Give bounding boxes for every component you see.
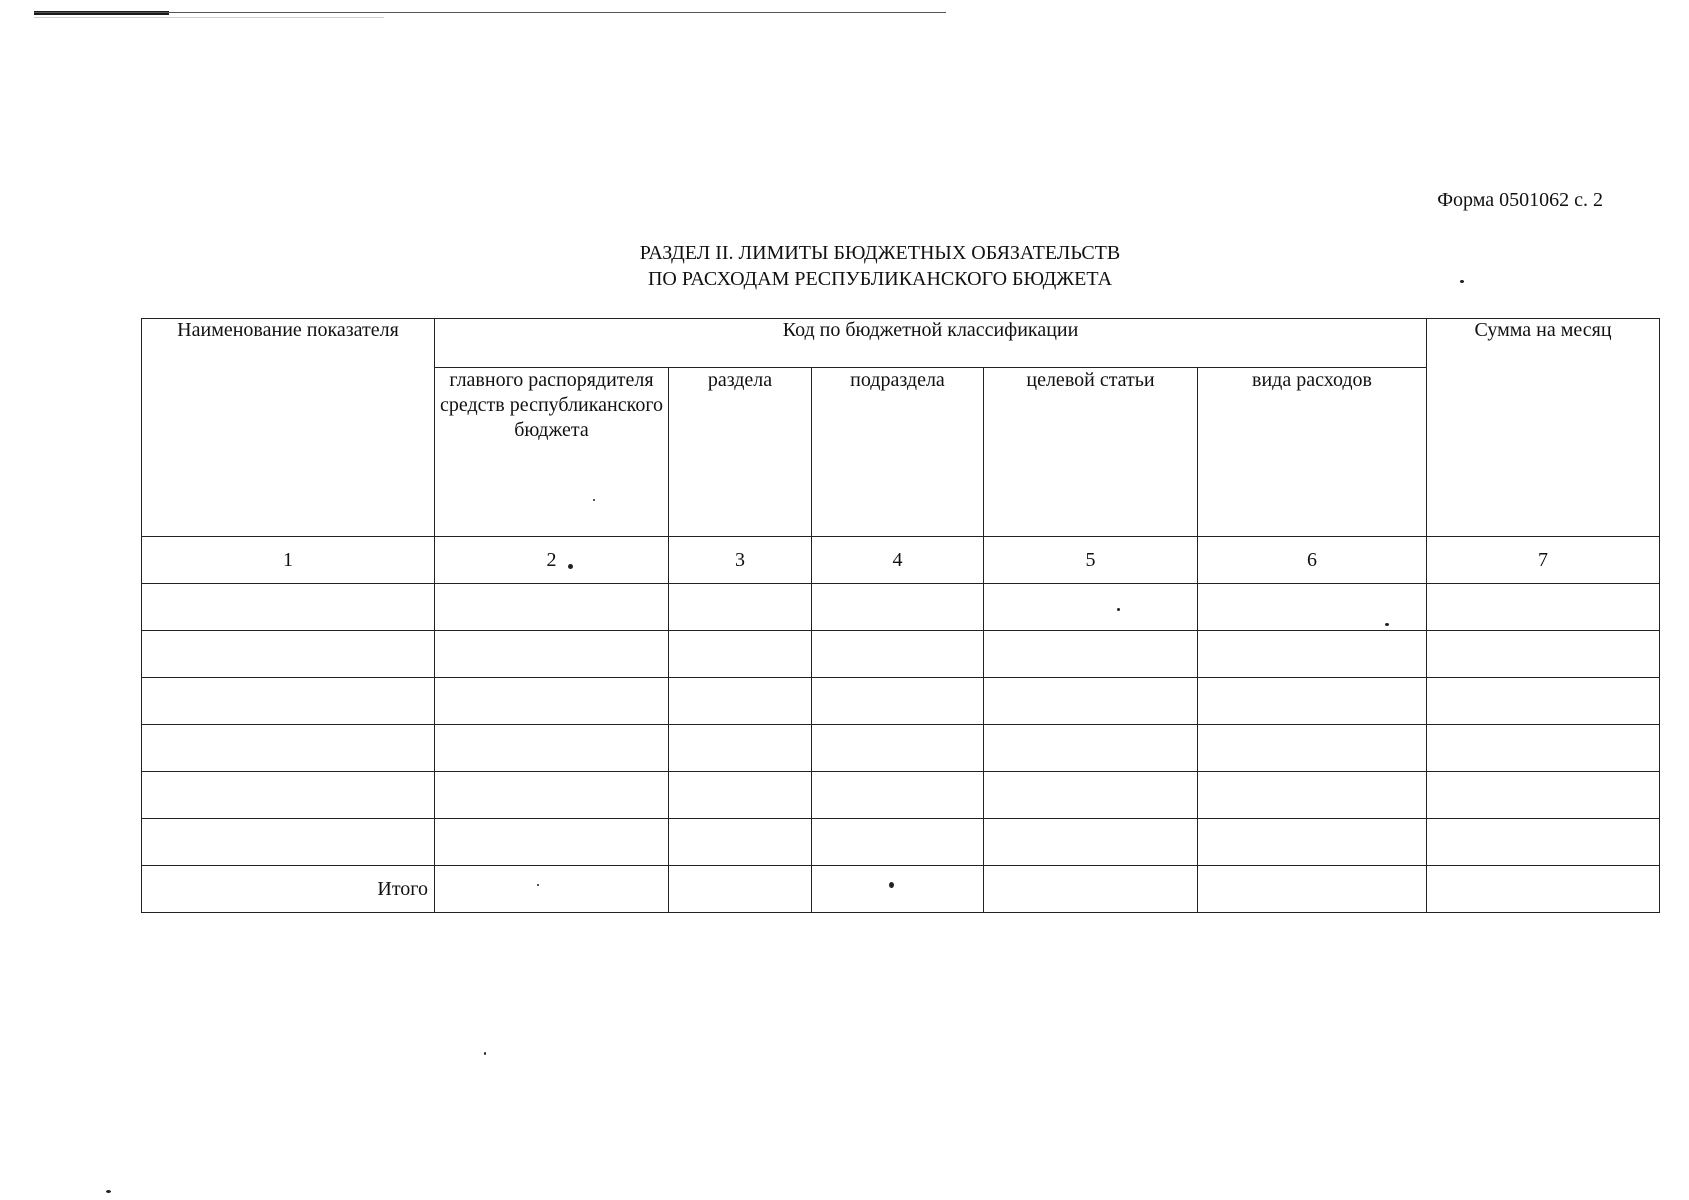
scan-artifact-line [34,12,946,13]
data-cell[interactable] [435,819,669,866]
data-cell[interactable] [812,584,984,631]
data-cell[interactable] [142,725,435,772]
data-cell[interactable] [1198,631,1427,678]
column-number-row [142,537,1660,584]
data-cell[interactable] [435,584,669,631]
data-cell[interactable] [669,819,812,866]
header-indicator-name: Наименование показателя [142,319,435,537]
total-cell[interactable] [669,866,812,913]
total-cell[interactable] [984,866,1198,913]
column-number: 2 [435,537,669,584]
total-cell[interactable] [1198,866,1427,913]
column-number: 6 [1198,537,1427,584]
data-cell[interactable] [812,772,984,819]
section-title-line-2: ПО РАСХОДАМ РЕСПУБЛИКАНСКОГО БЮДЖЕТА [647,268,1113,290]
scan-speck [889,882,894,888]
header-chief-administrator: главного распорядителя средств республиканского бюджета [435,368,669,537]
header-expense-type: вида расходов [1198,368,1427,537]
scan-speck [537,884,539,886]
column-number: 5 [984,537,1198,584]
section-title-line-1: РАЗДЕЛ II. ЛИМИТЫ БЮДЖЕТНЫХ ОБЯЗАТЕЛЬСТВ [639,242,1121,264]
data-row [142,819,1660,866]
scan-speck [1460,280,1464,283]
data-cell[interactable] [984,772,1198,819]
data-cell[interactable] [669,584,812,631]
limits-table [141,318,1660,913]
total-cell[interactable] [812,866,984,913]
form-number: Форма 0501062 с. 2 [1437,189,1603,211]
data-cell[interactable] [812,819,984,866]
column-number: 3 [669,537,812,584]
data-cell[interactable] [142,584,435,631]
data-cell[interactable] [435,678,669,725]
data-cell[interactable] [1427,819,1660,866]
data-cell[interactable] [984,725,1198,772]
data-cell[interactable] [984,678,1198,725]
data-cell[interactable] [1198,725,1427,772]
column-number: 4 [812,537,984,584]
data-cell[interactable] [669,631,812,678]
scan-speck [1385,623,1389,626]
total-cell[interactable] [1427,866,1660,913]
data-cell[interactable] [142,631,435,678]
data-cell[interactable] [1427,631,1660,678]
header-monthly-sum: Сумма на месяц [1427,319,1660,537]
scan-artifact-line [34,17,384,18]
section-title [0,240,1689,292]
data-cell[interactable] [435,631,669,678]
data-cell[interactable] [812,678,984,725]
data-cell[interactable] [142,772,435,819]
scan-speck [568,564,573,569]
data-cell[interactable] [435,725,669,772]
scan-speck [593,499,595,501]
column-number: 7 [1427,537,1660,584]
total-cell[interactable] [435,866,669,913]
data-cell[interactable] [669,725,812,772]
header-target-article: целевой статьи [984,368,1198,537]
data-row [142,772,1660,819]
data-cell[interactable] [1427,678,1660,725]
scan-speck [484,1052,486,1055]
header-section: раздела [669,368,812,537]
data-cell[interactable] [1198,772,1427,819]
data-row [142,725,1660,772]
data-cell[interactable] [984,819,1198,866]
column-number: 1 [142,537,435,584]
data-cell[interactable] [812,725,984,772]
data-cell[interactable] [669,678,812,725]
scan-speck [106,1190,111,1193]
header-subsection: подраздела [812,368,984,537]
data-row [142,631,1660,678]
data-row [142,584,1660,631]
data-cell[interactable] [1198,584,1427,631]
data-cell[interactable] [669,772,812,819]
total-label: Итого [142,866,435,913]
data-row [142,678,1660,725]
header-row-top [142,319,1660,368]
data-cell[interactable] [1427,725,1660,772]
data-cell[interactable] [984,584,1198,631]
scan-speck [1117,608,1120,611]
empty-rows [142,584,1660,866]
data-cell[interactable] [984,631,1198,678]
data-cell[interactable] [1198,819,1427,866]
data-cell[interactable] [435,772,669,819]
data-cell[interactable] [142,819,435,866]
total-row [142,866,1660,913]
header-budget-classification-code: Код по бюджетной классификации [435,319,1427,368]
data-cell[interactable] [1427,584,1660,631]
data-cell[interactable] [1427,772,1660,819]
data-cell[interactable] [142,678,435,725]
data-cell[interactable] [812,631,984,678]
data-cell[interactable] [1198,678,1427,725]
